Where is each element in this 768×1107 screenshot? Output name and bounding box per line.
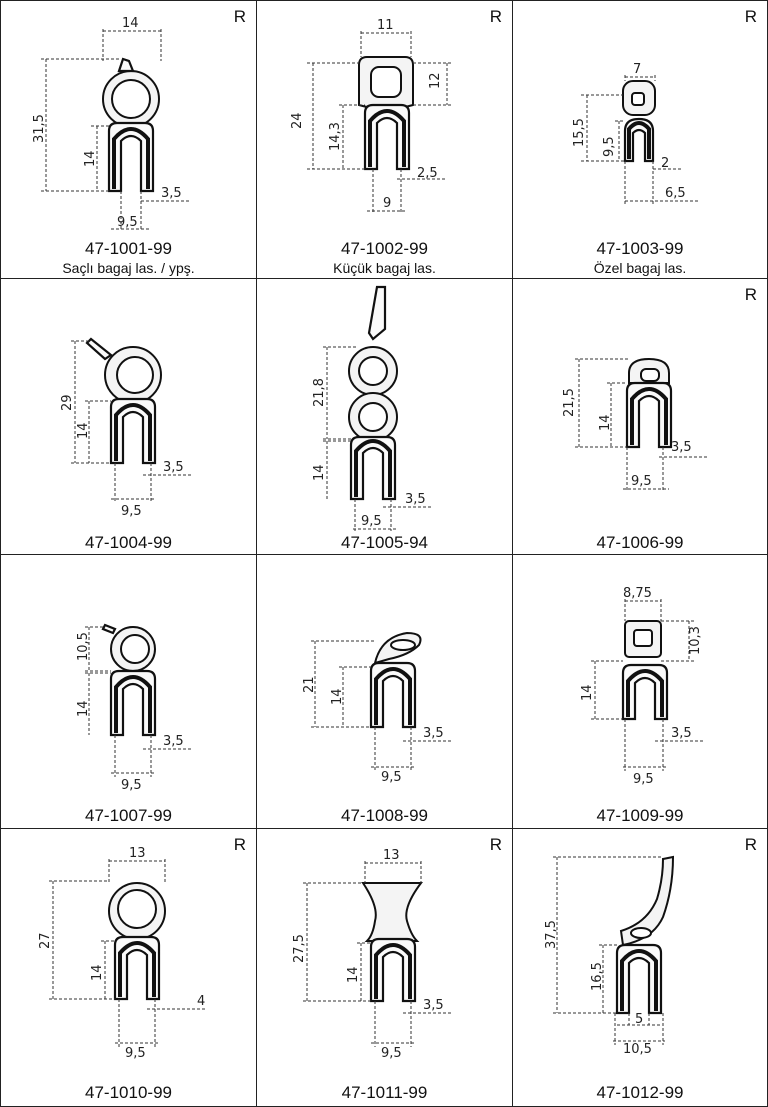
part-code: 47-1012-99 — [596, 1083, 684, 1102]
bulb-shape — [349, 287, 397, 441]
dim-label: 14 — [90, 964, 105, 981]
dim-label: 3,5 — [405, 492, 426, 507]
profile-drawing — [257, 1, 513, 279]
dim-label: 11 — [377, 18, 394, 33]
dim-label: 12 — [428, 72, 443, 89]
dim-label: 14 — [83, 150, 98, 167]
part-description: Saçlı bagaj las. / ypş. — [62, 260, 195, 276]
u-channel-shape — [617, 945, 661, 1013]
u-channel-shape — [109, 123, 153, 191]
part-code: 47-1002-99 — [341, 239, 428, 258]
dim-label: 21,8 — [312, 378, 327, 407]
bulb-shape — [359, 57, 413, 109]
dim-label: 9,5 — [121, 504, 142, 519]
u-channel-shape — [111, 671, 155, 735]
dim-label: 8,75 — [623, 586, 652, 601]
catalog-cell — [257, 1, 513, 279]
r-mark: R — [233, 835, 246, 854]
part-code: 47-1009-99 — [596, 806, 684, 825]
part-code: 47-1011-99 — [341, 1083, 428, 1102]
dim-label: 2,5 — [417, 166, 438, 181]
dim-label: 21 — [302, 676, 317, 693]
part-code: 47-1006-99 — [596, 533, 684, 552]
dim-label: 15,5 — [572, 118, 587, 147]
catalog-cell — [513, 555, 767, 829]
bulb-shape — [623, 81, 655, 115]
dim-label: 14 — [330, 688, 345, 705]
part-code: 47-1010-99 — [85, 1083, 172, 1102]
profile-drawing — [257, 829, 513, 1106]
dim-label: 3,5 — [671, 726, 692, 741]
dim-label: 9,5 — [381, 1046, 402, 1061]
catalog-cell — [1, 555, 257, 829]
dim-label: 9,5 — [602, 136, 617, 157]
u-channel-shape — [365, 105, 409, 169]
u-channel-shape — [371, 939, 415, 1001]
profile-drawing — [513, 279, 767, 555]
dim-label: 14 — [312, 464, 327, 481]
dim-label: 6,5 — [665, 186, 686, 201]
profile-drawing — [1, 555, 257, 829]
bulb-shape — [103, 59, 159, 127]
bulb-shape — [625, 621, 661, 657]
dim-label: 14 — [580, 684, 595, 701]
u-channel-shape — [623, 665, 667, 719]
r-mark: R — [744, 835, 757, 854]
catalog-cell — [1, 829, 257, 1106]
u-channel-shape — [625, 119, 653, 161]
part-code: 47-1001-99 — [85, 239, 172, 258]
dim-label: 27 — [38, 932, 53, 949]
bulb-shape — [375, 633, 421, 663]
dim-label: 9,5 — [117, 215, 138, 230]
bulb-shape — [621, 857, 673, 945]
u-channel-shape — [371, 663, 415, 727]
dim-label: 3,5 — [671, 440, 692, 455]
r-mark: R — [744, 285, 757, 304]
part-code: 47-1007-99 — [85, 806, 172, 825]
dim-label: 24 — [290, 112, 305, 129]
u-channel-shape — [627, 383, 671, 447]
profile-drawing — [257, 279, 513, 555]
dim-label: 7 — [633, 62, 642, 77]
dim-label: 29 — [60, 394, 75, 411]
profile-drawing — [513, 829, 767, 1106]
part-code: 47-1004-99 — [85, 533, 172, 552]
dim-label: 9 — [383, 196, 392, 211]
dim-label: 14 — [598, 414, 613, 431]
r-mark: R — [744, 7, 757, 26]
dim-label: 9,5 — [631, 474, 652, 489]
dim-label: 27,5 — [292, 934, 307, 963]
dim-label: 9,5 — [121, 778, 142, 793]
dim-label: 9,5 — [381, 770, 402, 785]
catalog-cell — [513, 1, 767, 279]
r-mark: R — [489, 7, 502, 26]
dim-label: 37,5 — [544, 920, 559, 949]
catalog-cell — [513, 279, 767, 555]
profile-drawing — [1, 279, 257, 555]
dim-label: 21,5 — [562, 388, 577, 417]
dim-label: 14 — [76, 422, 91, 439]
dim-label: 3,5 — [423, 726, 444, 741]
dim-label: 9,5 — [125, 1046, 146, 1061]
part-code: 47-1008-99 — [341, 806, 428, 825]
profile-drawing — [513, 1, 767, 279]
dim-label: 3,5 — [161, 186, 182, 201]
catalog-cell — [257, 279, 513, 555]
part-code: 47-1003-99 — [596, 239, 684, 258]
u-channel-shape — [111, 399, 155, 463]
dim-label: 14,3 — [328, 122, 343, 151]
profile-drawing — [1, 1, 257, 279]
dim-label: 2 — [661, 156, 670, 171]
u-channel-shape — [115, 937, 159, 999]
dim-label: 10,3 — [688, 626, 703, 655]
dim-label: 10,5 — [76, 632, 91, 661]
dim-label: 3,5 — [423, 998, 444, 1013]
bulb-shape — [87, 339, 161, 403]
r-mark: R — [489, 835, 502, 854]
dim-label: 3,5 — [163, 734, 184, 749]
part-description: Küçük bagaj las. — [333, 260, 436, 276]
dim-label: 14 — [122, 16, 139, 31]
catalog-cell — [257, 829, 513, 1106]
dim-label: 9,5 — [633, 772, 654, 787]
catalog-cell — [513, 829, 767, 1106]
dim-label: 31,5 — [32, 114, 47, 143]
dim-label: 5 — [635, 1012, 644, 1027]
catalog-cell — [257, 555, 513, 829]
dim-label: 9,5 — [361, 514, 382, 529]
dim-label: 14 — [76, 700, 91, 717]
dim-label: 16,5 — [590, 962, 605, 991]
profile-drawing — [513, 555, 767, 829]
r-mark: R — [233, 7, 246, 26]
catalog-cell — [1, 279, 257, 555]
part-code: 47-1005-94 — [341, 533, 428, 552]
dim-label: 14 — [346, 966, 361, 983]
part-description: Özel bagaj las. — [593, 260, 687, 276]
dim-label: 13 — [383, 848, 400, 863]
catalog-cell — [1, 1, 257, 279]
dim-label: 10,5 — [623, 1042, 652, 1057]
u-channel-shape — [351, 437, 395, 499]
bulb-shape — [363, 883, 421, 941]
profile-drawing — [257, 555, 513, 829]
bulb-shape — [629, 359, 669, 383]
bulb-shape — [103, 625, 155, 671]
dim-label: 13 — [129, 846, 146, 861]
dim-label: 4 — [197, 994, 206, 1009]
profile-drawing — [1, 829, 257, 1106]
dim-label: 3,5 — [163, 460, 184, 475]
bulb-shape — [109, 883, 165, 939]
